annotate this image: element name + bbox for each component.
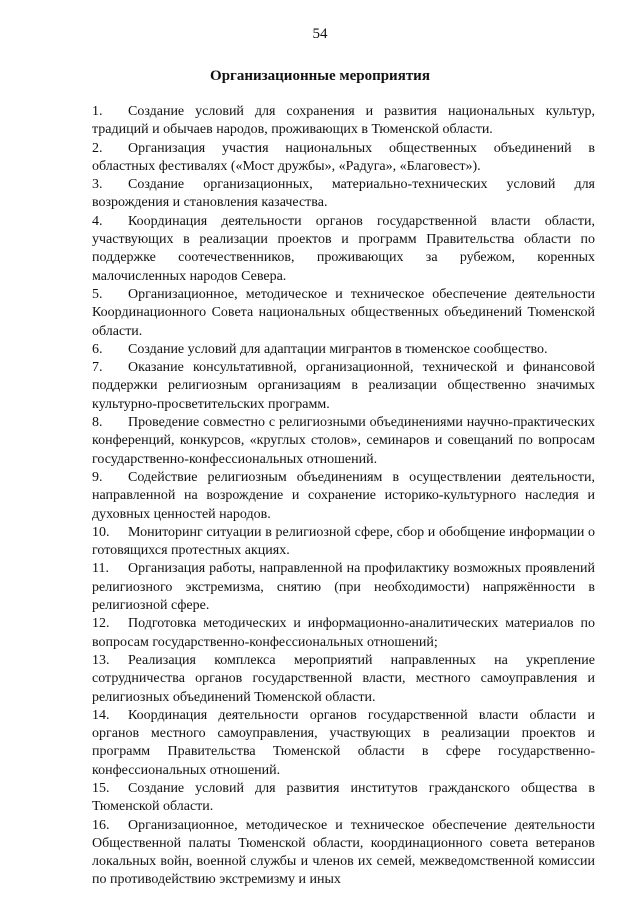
item-number: 13. [92, 652, 110, 668]
item-number: 2. [92, 140, 103, 156]
list-item [92, 707, 595, 780]
item-text: Организация работы, направленной на профилактику возможных проявлений религиозного экстремизма, снятию (при необходимости) напряжённости в религиозной сфере. [92, 561, 595, 614]
item-text: Оказание консультативной, организационной, технической и финансовой поддержки религиозным организациям в реализации общественно значимых культурно-просветительских программ. [92, 360, 595, 412]
item-text: Создание организационных, материально-технических условий для возрождения и становления казачества. [92, 177, 595, 211]
list-item [92, 286, 595, 341]
item-text: Организационное, методическое и техническое обеспечение деятельности Координационного Совета национальных общественных объединений Тюменской области. [92, 286, 595, 339]
item-number: 10. [92, 524, 110, 540]
section-title: Организационные мероприятия [210, 68, 430, 84]
item-number: 3. [92, 177, 103, 193]
item-text: Организационное, методическое и техническое обеспечение деятельности Общественной палаты Тюменской области, координационного совета ветеранов локальных войн, военной службы и членов их семей, межведомственной комиссии по противодействию экстремизму и иных [92, 817, 595, 888]
item-number: 15. [92, 780, 110, 796]
item-text: Координация деятельности органов государственной власти области, участвующих в реализации проектов и программ Правительства области по поддержке соотечественников, проживающих за рубежом, коренных малочисленных народов Севера. [92, 213, 595, 284]
list-item [92, 341, 595, 359]
list-item [92, 780, 595, 817]
list-item [92, 615, 595, 652]
measures-list [92, 103, 595, 890]
item-text: Реализация комплекса мероприятий направленных на укрепление сотрудничества органов государственной власти, местного самоуправления и религиозных объединений Тюменской области. [92, 652, 595, 705]
item-number: 1. [92, 104, 103, 119]
item-number: 6. [92, 341, 103, 357]
item-text: Подготовка методических и информационно-аналитических материалов по вопросам государственно-конфессиональных отношений; [92, 616, 595, 650]
item-number: 5. [92, 286, 103, 302]
list-item [92, 414, 595, 469]
list-item [92, 213, 595, 286]
item-text: Создание условий для адаптации мигрантов в тюменское сообщество. [128, 341, 548, 357]
item-text: Создание условий для сохранения и развития национальных культур, традиций и обычаев народов, проживающих в Тюменской области. [92, 104, 595, 138]
item-text: Мониторинг ситуации в религиозной сфере, сбор и обобщение информации о готовящихся протестных акциях. [92, 524, 595, 559]
item-number: 11. [92, 561, 109, 577]
item-text: Содействие религиозным объединениям в осуществлении деятельности, направленной на возрождение и сохранение историко-культурного наследия и духовных ценностей народов. [92, 469, 595, 522]
item-number: 9. [92, 469, 103, 485]
list-item [92, 652, 595, 707]
list-item [92, 140, 595, 177]
item-text: Проведение совместно с религиозными объединениями научно-практических конференций, конкурсов, «круглых столов», семинаров и совещаний по вопросам государственно-конфессиональных отношений. [92, 415, 595, 467]
list-item [92, 817, 595, 890]
list-item [92, 469, 595, 524]
item-number: 4. [92, 213, 103, 229]
page-number: 54 [312, 26, 328, 42]
list-item [92, 560, 595, 615]
item-text: Координация деятельности органов государственной власти области и органов местного самоуправления, участвующих в реализации проектов и программ Правительства Тюменской области в сфере государственно-конфессиональных отношений. [92, 707, 595, 778]
list-item [92, 359, 595, 414]
list-item [92, 176, 595, 213]
item-number: 8. [92, 415, 103, 431]
list-item [92, 524, 595, 561]
item-text: Организация участия национальных общественных объединений в областных фестивалях («Мост дружбы», «Радуга», «Благовест»). [92, 140, 595, 174]
item-number: 7. [92, 360, 103, 376]
item-number: 14. [92, 707, 110, 723]
list-item [92, 103, 595, 140]
item-number: 16. [92, 817, 110, 833]
item-number: 12. [92, 616, 110, 632]
item-text: Создание условий для развития институтов гражданского общества в Тюменской области. [92, 780, 595, 815]
